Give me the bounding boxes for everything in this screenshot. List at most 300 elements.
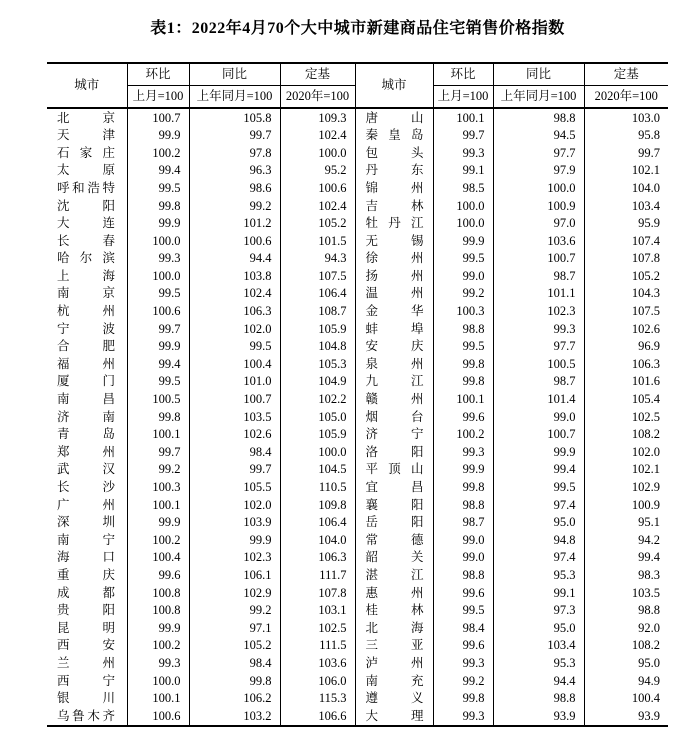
city-cell: [355, 426, 433, 444]
city-name: 锦州: [365, 180, 424, 195]
col-header-fixed-right: 定基: [584, 63, 668, 86]
value-cell: 100.2: [127, 144, 189, 162]
city-cell: [355, 267, 433, 285]
value-cell: 99.7: [127, 320, 189, 338]
table-row: [47, 285, 668, 303]
city-cell: [47, 690, 127, 708]
city-name: 金华: [365, 304, 424, 319]
city-cell: [47, 215, 127, 233]
value-cell: 105.5: [189, 478, 280, 496]
value-cell: 103.1: [280, 602, 355, 620]
city-cell: [355, 514, 433, 532]
value-cell: 99.7: [189, 461, 280, 479]
price-index-table: [47, 62, 668, 727]
city-cell: [47, 478, 127, 496]
city-name: 牡丹江: [365, 216, 424, 231]
value-cell: 94.3: [280, 250, 355, 268]
value-cell: 103.4: [584, 197, 668, 215]
value-cell: 111.5: [280, 637, 355, 655]
city-cell: [47, 531, 127, 549]
value-cell: 95.0: [493, 619, 584, 637]
city-cell: [355, 373, 433, 391]
city-cell: [355, 637, 433, 655]
city-cell: [47, 408, 127, 426]
value-cell: 103.6: [280, 654, 355, 672]
table-row: [47, 672, 668, 690]
city-name: 九江: [365, 374, 424, 389]
value-cell: 99.3: [433, 443, 493, 461]
value-cell: 102.4: [280, 197, 355, 215]
city-name: 温州: [365, 286, 424, 301]
city-cell: [355, 619, 433, 637]
city-cell: [355, 320, 433, 338]
city-name: 厦门: [57, 374, 115, 389]
value-cell: 100.5: [493, 355, 584, 373]
table-row: [47, 338, 668, 356]
value-cell: 95.0: [584, 654, 668, 672]
city-cell: [47, 285, 127, 303]
value-cell: 95.3: [493, 566, 584, 584]
col-header-mom-left: 环比: [127, 63, 189, 86]
city-cell: [355, 391, 433, 409]
value-cell: 100.0: [280, 144, 355, 162]
city-name: 深圳: [57, 515, 115, 530]
table-row: [47, 619, 668, 637]
table-row: [47, 496, 668, 514]
value-cell: 100.0: [433, 197, 493, 215]
value-cell: 99.5: [493, 478, 584, 496]
value-cell: 99.1: [433, 162, 493, 180]
city-cell: [47, 637, 127, 655]
table-row: [47, 637, 668, 655]
city-name: 呼和浩特: [57, 180, 115, 195]
city-name: 武汉: [57, 462, 115, 477]
value-cell: 111.7: [280, 566, 355, 584]
value-cell: 98.7: [433, 514, 493, 532]
value-cell: 101.1: [493, 285, 584, 303]
city-cell: [355, 690, 433, 708]
col-header-city-left: 城市: [74, 78, 100, 93]
value-cell: 99.0: [433, 531, 493, 549]
value-cell: 99.9: [433, 232, 493, 250]
city-cell: [47, 426, 127, 444]
city-name: 长沙: [57, 480, 115, 495]
value-cell: 100.1: [127, 496, 189, 514]
value-cell: 98.6: [189, 179, 280, 197]
value-cell: 94.8: [493, 531, 584, 549]
value-cell: 94.5: [493, 127, 584, 145]
col-header-mom-right: 环比: [433, 63, 493, 86]
value-cell: 99.0: [433, 267, 493, 285]
value-cell: 99.5: [433, 338, 493, 356]
table-row: [47, 549, 668, 567]
value-cell: 102.6: [189, 426, 280, 444]
city-name: 吉林: [365, 198, 424, 213]
city-name: 济南: [57, 409, 115, 424]
value-cell: 102.3: [189, 549, 280, 567]
value-cell: 108.2: [584, 637, 668, 655]
value-cell: 107.8: [584, 250, 668, 268]
value-cell: 100.2: [127, 531, 189, 549]
value-cell: 106.6: [280, 707, 355, 726]
city-name: 韶关: [365, 550, 424, 565]
city-cell: [47, 267, 127, 285]
value-cell: 106.3: [189, 303, 280, 321]
value-cell: 100.9: [584, 496, 668, 514]
value-cell: 100.1: [127, 426, 189, 444]
city-name: 广州: [57, 497, 115, 512]
city-name: 沈阳: [57, 198, 115, 213]
value-cell: 102.4: [189, 285, 280, 303]
value-cell: 96.9: [584, 338, 668, 356]
value-cell: 92.0: [584, 619, 668, 637]
city-name: 兰州: [57, 655, 115, 670]
value-cell: 99.4: [127, 162, 189, 180]
city-name: 丹东: [365, 163, 424, 178]
city-name: 南充: [365, 673, 424, 688]
value-cell: 107.5: [584, 303, 668, 321]
city-name: 扬州: [365, 268, 424, 283]
city-cell: [355, 232, 433, 250]
value-cell: 99.6: [433, 637, 493, 655]
city-name: 烟台: [365, 409, 424, 424]
value-cell: 98.8: [493, 690, 584, 708]
value-cell: 102.9: [584, 478, 668, 496]
city-cell: [47, 391, 127, 409]
value-cell: 99.7: [584, 144, 668, 162]
value-cell: 95.8: [584, 127, 668, 145]
col-subheader-mom-base-left: 上月=100: [127, 86, 189, 109]
value-cell: 95.0: [493, 514, 584, 532]
city-cell: [47, 232, 127, 250]
value-cell: 98.8: [493, 108, 584, 127]
value-cell: 104.8: [280, 338, 355, 356]
value-cell: 99.9: [127, 127, 189, 145]
value-cell: 103.2: [189, 707, 280, 726]
table-row: [47, 127, 668, 145]
value-cell: 95.2: [280, 162, 355, 180]
city-name: 北京: [57, 110, 115, 125]
city-name: 昆明: [57, 620, 115, 635]
value-cell: 97.0: [493, 215, 584, 233]
col-subheader-fixed-base-left: 2020年=100: [280, 86, 355, 109]
value-cell: 115.3: [280, 690, 355, 708]
city-cell: [355, 303, 433, 321]
value-cell: 99.9: [189, 531, 280, 549]
city-cell: [355, 108, 433, 127]
city-cell: [47, 162, 127, 180]
city-cell: [47, 127, 127, 145]
value-cell: 98.8: [433, 320, 493, 338]
value-cell: 100.5: [127, 391, 189, 409]
value-cell: 101.2: [189, 215, 280, 233]
value-cell: 105.2: [189, 637, 280, 655]
value-cell: 104.0: [280, 531, 355, 549]
value-cell: 102.5: [584, 408, 668, 426]
value-cell: 98.8: [584, 602, 668, 620]
city-name: 泸州: [365, 655, 424, 670]
value-cell: 99.6: [433, 408, 493, 426]
city-name: 济宁: [365, 427, 424, 442]
city-name: 南宁: [57, 532, 115, 547]
value-cell: 106.3: [584, 355, 668, 373]
table-row: [47, 408, 668, 426]
value-cell: 99.2: [433, 285, 493, 303]
value-cell: 107.5: [280, 267, 355, 285]
value-cell: 108.7: [280, 303, 355, 321]
value-cell: 94.9: [584, 672, 668, 690]
city-name: 桂林: [365, 603, 424, 618]
value-cell: 99.9: [127, 338, 189, 356]
value-cell: 99.5: [433, 602, 493, 620]
header-row-main: [47, 63, 668, 86]
value-cell: 98.7: [493, 267, 584, 285]
city-name: 乌鲁木齐: [57, 708, 115, 723]
city-cell: [47, 566, 127, 584]
city-name: 泉州: [365, 356, 424, 371]
value-cell: 99.8: [127, 197, 189, 215]
city-cell: [355, 496, 433, 514]
city-name: 杭州: [57, 304, 115, 319]
city-name: 包头: [365, 145, 424, 160]
value-cell: 97.3: [493, 602, 584, 620]
city-name: 合肥: [57, 339, 115, 354]
city-name: 太原: [57, 163, 115, 178]
value-cell: 99.8: [127, 408, 189, 426]
value-cell: 100.3: [127, 478, 189, 496]
value-cell: 103.0: [584, 108, 668, 127]
col-subheader-yoy-base-right: 上年同月=100: [493, 86, 584, 109]
value-cell: 99.3: [127, 250, 189, 268]
value-cell: 97.7: [493, 144, 584, 162]
city-cell: [47, 443, 127, 461]
value-cell: 99.0: [493, 408, 584, 426]
table-row: [47, 461, 668, 479]
value-cell: 94.4: [189, 250, 280, 268]
value-cell: 106.2: [189, 690, 280, 708]
value-cell: 98.8: [433, 566, 493, 584]
value-cell: 107.8: [280, 584, 355, 602]
city-cell: [47, 250, 127, 268]
city-cell: [47, 654, 127, 672]
city-name: 海口: [57, 550, 115, 565]
city-name: 南昌: [57, 392, 115, 407]
city-name: 成都: [57, 585, 115, 600]
city-name: 唐山: [365, 110, 424, 125]
value-cell: 99.9: [127, 215, 189, 233]
value-cell: 100.4: [584, 690, 668, 708]
city-cell: [355, 338, 433, 356]
city-cell: [355, 127, 433, 145]
value-cell: 103.5: [584, 584, 668, 602]
city-cell: [47, 197, 127, 215]
value-cell: 99.9: [127, 619, 189, 637]
value-cell: 101.0: [189, 373, 280, 391]
city-name: 大连: [57, 216, 115, 231]
value-cell: 99.9: [433, 461, 493, 479]
value-cell: 102.2: [280, 391, 355, 409]
value-cell: 104.0: [584, 179, 668, 197]
value-cell: 105.3: [280, 355, 355, 373]
value-cell: 97.1: [189, 619, 280, 637]
table-row: [47, 514, 668, 532]
city-cell: [47, 320, 127, 338]
table-row: [47, 232, 668, 250]
city-cell: [47, 707, 127, 726]
value-cell: 106.0: [280, 672, 355, 690]
table-row: [47, 690, 668, 708]
value-cell: 100.7: [127, 108, 189, 127]
city-name: 襄阳: [365, 497, 424, 512]
value-cell: 105.0: [280, 408, 355, 426]
city-cell: [47, 303, 127, 321]
city-cell: [355, 566, 433, 584]
value-cell: 99.3: [433, 654, 493, 672]
city-name: 长春: [57, 233, 115, 248]
value-cell: 103.6: [493, 232, 584, 250]
value-cell: 95.1: [584, 514, 668, 532]
value-cell: 100.0: [280, 443, 355, 461]
city-name: 大理: [365, 708, 424, 723]
value-cell: 99.6: [127, 566, 189, 584]
table-row: [47, 355, 668, 373]
value-cell: 99.9: [493, 443, 584, 461]
table-row: [47, 215, 668, 233]
value-cell: 97.4: [493, 549, 584, 567]
city-cell: [47, 144, 127, 162]
city-name: 无锡: [365, 233, 424, 248]
city-cell: [355, 215, 433, 233]
city-name: 洛阳: [365, 444, 424, 459]
city-name: 平顶山: [365, 462, 424, 477]
table-row: [47, 108, 668, 127]
value-cell: 100.2: [127, 637, 189, 655]
city-name: 郑州: [57, 444, 115, 459]
value-cell: 105.9: [280, 320, 355, 338]
city-cell: [47, 496, 127, 514]
value-cell: 97.7: [493, 338, 584, 356]
value-cell: 98.4: [433, 619, 493, 637]
col-header-city-right: 城市: [355, 63, 433, 108]
col-header-fixed-left: 定基: [280, 63, 355, 86]
value-cell: 107.4: [584, 232, 668, 250]
table-body: [47, 108, 668, 726]
value-cell: 103.9: [189, 514, 280, 532]
value-cell: 99.5: [127, 373, 189, 391]
city-name: 安庆: [365, 339, 424, 354]
table-row: [47, 373, 668, 391]
value-cell: 100.7: [189, 391, 280, 409]
city-cell: [355, 461, 433, 479]
value-cell: 98.5: [433, 179, 493, 197]
value-cell: 105.8: [189, 108, 280, 127]
table-row: [47, 144, 668, 162]
value-cell: 100.2: [433, 426, 493, 444]
value-cell: 109.8: [280, 496, 355, 514]
value-cell: 108.2: [584, 426, 668, 444]
value-cell: 103.8: [189, 267, 280, 285]
value-cell: 102.1: [584, 162, 668, 180]
city-name: 赣州: [365, 392, 424, 407]
value-cell: 93.9: [493, 707, 584, 726]
table-title: 表1：2022年4月70个大中城市新建商品住宅销售价格指数: [150, 20, 565, 37]
value-cell: 100.7: [493, 426, 584, 444]
value-cell: 99.4: [127, 355, 189, 373]
city-name: 贵阳: [57, 603, 115, 618]
value-cell: 101.5: [280, 232, 355, 250]
value-cell: 99.8: [433, 355, 493, 373]
value-cell: 98.7: [493, 373, 584, 391]
table-row: [47, 320, 668, 338]
value-cell: 99.9: [127, 514, 189, 532]
value-cell: 97.4: [493, 496, 584, 514]
value-cell: 106.4: [280, 285, 355, 303]
value-cell: 100.1: [433, 108, 493, 127]
city-cell: [355, 179, 433, 197]
value-cell: 99.2: [189, 197, 280, 215]
city-name: 北海: [365, 620, 424, 635]
value-cell: 98.3: [584, 566, 668, 584]
value-cell: 99.3: [433, 144, 493, 162]
value-cell: 100.0: [433, 215, 493, 233]
value-cell: 99.7: [189, 127, 280, 145]
value-cell: 99.8: [433, 690, 493, 708]
table-row: [47, 303, 668, 321]
value-cell: 99.4: [584, 549, 668, 567]
city-name: 秦皇岛: [365, 128, 424, 143]
city-cell: [47, 584, 127, 602]
city-name: 徐州: [365, 251, 424, 266]
city-cell: [355, 443, 433, 461]
value-cell: 104.3: [584, 285, 668, 303]
city-name: 岳阳: [365, 515, 424, 530]
table-row: [47, 566, 668, 584]
table-row: [47, 584, 668, 602]
value-cell: 99.1: [493, 584, 584, 602]
value-cell: 100.1: [433, 391, 493, 409]
table-row: [47, 250, 668, 268]
value-cell: 95.3: [493, 654, 584, 672]
city-name: 青岛: [57, 427, 115, 442]
city-name: 湛江: [365, 567, 424, 582]
value-cell: 99.5: [189, 338, 280, 356]
value-cell: 102.0: [584, 443, 668, 461]
value-cell: 102.5: [280, 619, 355, 637]
value-cell: 94.4: [493, 672, 584, 690]
table-row: [47, 426, 668, 444]
value-cell: 99.8: [433, 478, 493, 496]
value-cell: 100.9: [493, 197, 584, 215]
value-cell: 102.9: [189, 584, 280, 602]
value-cell: 98.4: [189, 654, 280, 672]
value-cell: 98.8: [433, 496, 493, 514]
col-subheader-fixed-base-right: 2020年=100: [584, 86, 668, 109]
value-cell: 103.5: [189, 408, 280, 426]
value-cell: 95.9: [584, 215, 668, 233]
table-row: [47, 707, 668, 726]
city-cell: [355, 549, 433, 567]
city-cell: [47, 619, 127, 637]
value-cell: 109.3: [280, 108, 355, 127]
value-cell: 102.0: [189, 496, 280, 514]
city-cell: [355, 478, 433, 496]
table-row: [47, 179, 668, 197]
city-cell: [355, 584, 433, 602]
value-cell: 100.0: [127, 672, 189, 690]
value-cell: 100.4: [127, 549, 189, 567]
city-name: 西宁: [57, 673, 115, 688]
city-cell: [47, 338, 127, 356]
